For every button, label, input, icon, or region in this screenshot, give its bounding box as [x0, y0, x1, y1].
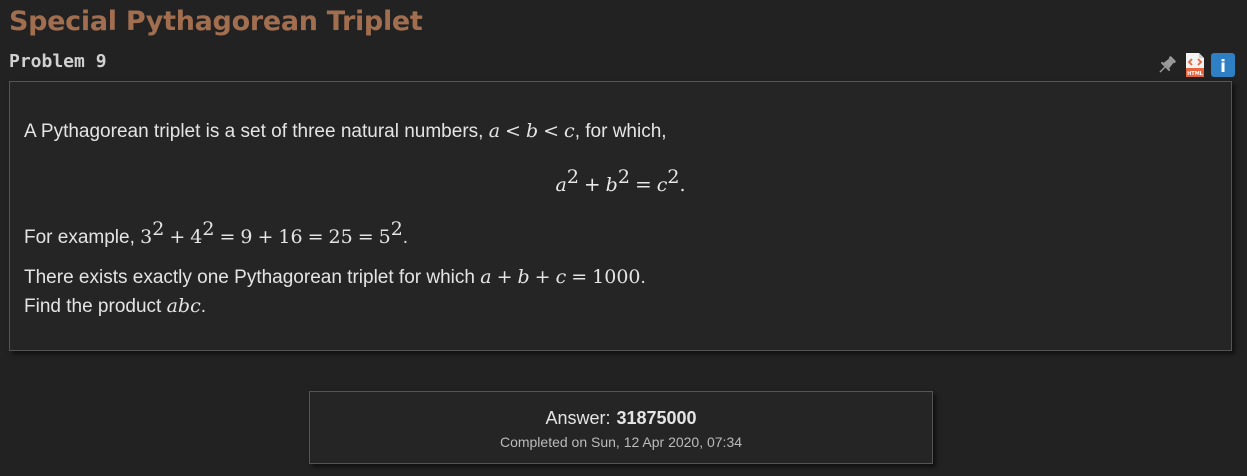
paragraph-task [24, 295, 206, 318]
paragraph-definition [24, 120, 667, 143]
math-op: = [219, 226, 236, 248]
math-var: b [525, 120, 539, 142]
math-var: abc [166, 295, 201, 317]
answer-label: Answer: [545, 408, 611, 428]
text: There exists exactly one Pythagorean triplet for which [24, 267, 481, 288]
problem-toolbar [1155, 52, 1235, 78]
text: . [402, 227, 409, 248]
math-punct: . [679, 174, 686, 196]
math-var: c [564, 120, 575, 142]
math-op: = [571, 266, 588, 288]
math-exponent: 2 [667, 166, 680, 188]
html-file-icon[interactable] [1183, 52, 1207, 78]
math-num: 4 [190, 226, 203, 248]
pin-icon[interactable] [1155, 52, 1179, 78]
math-op: = [307, 226, 324, 248]
math-op: < [505, 120, 521, 142]
answer-line [310, 408, 932, 429]
math-var: b [517, 266, 530, 288]
math-exponent: 2 [202, 218, 215, 240]
math-num: 1000 [592, 266, 641, 288]
math-var: a [555, 174, 567, 196]
math-exponent: 2 [617, 166, 630, 188]
math-var: a [480, 266, 492, 288]
answer-value: 31875000 [616, 408, 697, 428]
math-op: < [543, 120, 560, 142]
problem-number: Problem 9 [9, 51, 107, 72]
math-exponent: 2 [566, 166, 579, 188]
math-exponent: 2 [390, 218, 403, 240]
math-op: + [257, 226, 274, 248]
math-op: + [496, 266, 513, 288]
html-badge-text: HTML [1187, 71, 1203, 77]
text: Find the product [24, 296, 167, 317]
math-op: + [534, 266, 551, 288]
math-var: b [605, 174, 618, 196]
math-op: = [357, 226, 374, 248]
equation-display [10, 166, 1231, 197]
math-num: 25 [328, 226, 353, 248]
text: . [640, 267, 646, 288]
math-op: = [634, 172, 652, 196]
info-glyph: i [1220, 57, 1226, 77]
math-var: c [656, 174, 668, 196]
completed-timestamp: Completed on Sun, 12 Apr 2020, 07:34 [499, 434, 743, 450]
math-exponent: 2 [152, 218, 165, 240]
text: . [200, 296, 207, 317]
paragraph-example [24, 218, 408, 249]
math-op: + [583, 172, 601, 196]
math-var: a [488, 120, 501, 142]
text: For example, [24, 227, 141, 248]
math-num: 5 [378, 226, 391, 248]
page-title: Special Pythagorean Triplet [9, 6, 423, 37]
info-icon[interactable] [1211, 52, 1235, 78]
problem-content [9, 81, 1232, 351]
paragraph-condition [24, 266, 646, 289]
math-num: 3 [140, 226, 153, 248]
math-num: 9 [240, 226, 253, 248]
math-num: 16 [278, 226, 303, 248]
text: , for which, [574, 121, 667, 142]
text: A Pythagorean triplet is a set of three natural numbers, [24, 121, 489, 142]
answer-panel [309, 391, 933, 464]
math-var: c [555, 266, 567, 288]
math-op: + [169, 226, 186, 248]
